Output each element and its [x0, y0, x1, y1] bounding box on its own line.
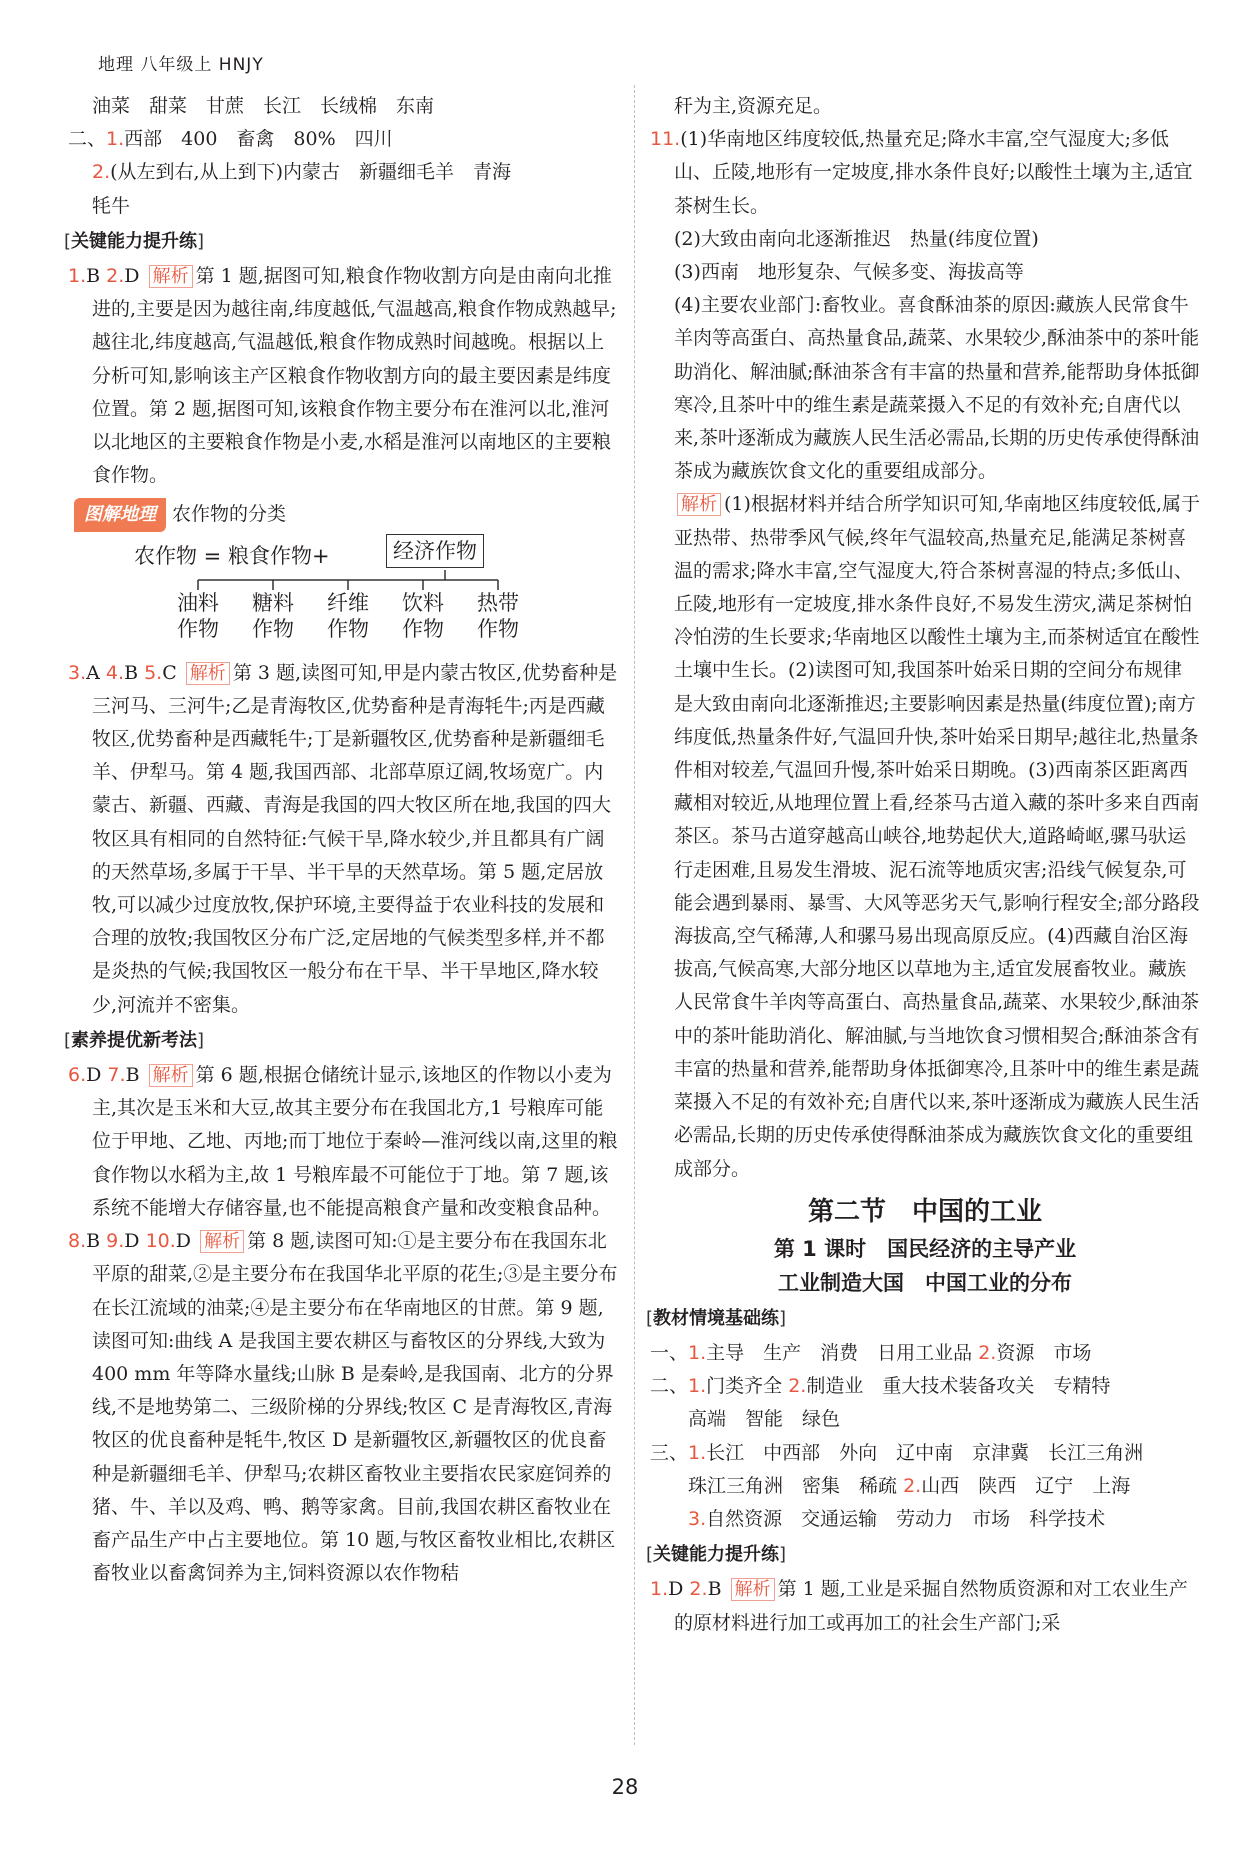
diagram-sub-item: [324, 590, 372, 642]
answer-line: 一、1.主导 生产 消费 日用工业品 2.资源 市场: [650, 1341, 1092, 1364]
answer-line: 油菜 甜菜 甘蔗 长江 长绒棉 东南: [92, 95, 435, 117]
diagram-sub-label: 作物: [402, 616, 444, 641]
diagram-sub-label: 油料: [177, 590, 219, 615]
answer-paragraph: (4)主要农业部门:畜牧业。喜食酥油茶的原因:藏族人民常食牛羊肉等高蛋白、高热量食品,蔬菜、水果较少,酥油茶中的茶叶能助消化、解油腻;酥油茶含有丰富的热量和营养,能帮助身体抵御寒冷,且茶叶中的维生素是蔬菜摄入不足的有效补充;自唐代以来,茶叶逐渐成为藏族人民生活必需品,长期的历史传承使得酥油茶成为藏族饮食文化的重要组成部分。: [674, 294, 1200, 483]
diagram-sub-label: 作物: [177, 616, 219, 641]
analysis-paragraph: 解析 (1)根据材料并结合所学知识可知,华南地区纬度较低,属于亚热带、热带季风气候,终年气温较高,热量充足,能满足茶树喜温的需求;降水丰富,空气湿度大,符合茶树喜湿的特点;多低山、丘陵,地形有一定坡度,排水条件良好,不易发生涝灾,满足茶树怕冷怕涝的生长要求;华南地区以酸性土壤为主,而茶树适宜在酸性土壤中生长。(2)读图可知,我国茶叶始采日期的空间分布规律是大致由南向北逐渐推迟;主要影响因素是热量(纬度位置);南方纬度低,热量条件好,气温回升快,茶叶始采日期早;越往北,热量条件相对较差,气温回升慢,茶叶始采日期晚。(3)西南茶区距离西藏相对较近,从地理位置上看,经茶马古道入藏的茶叶多来自西南茶区。茶马古道穿越高山峡谷,地势起伏大,道路崎岖,骡马驮运行走困难,且易发生滑坡、泥石流等地质灾害;沿线气候复杂,可能会遇到暴雨、暴雪、大风等恶劣天气,影响行程安全;部分路段海拔高,空气稀薄,人和骡马易出现高原反应。(4)西藏自治区海拔高,气候高寒,大部分地区以草地为主,适宜发展畜牧业。藏族人民常食牛羊肉等高蛋白、高热量食品,蔬菜、水果较少,酥油茶中的茶叶能助消化、解油腻,与当地饮食习惯相契合;酥油茶含有丰富的热量和营养,能帮助身体抵御寒冷,且茶叶中的维生素是蔬菜摄入不足的有效补充;自唐代以来,茶叶逐渐成为藏族人民生活必需品,长期的历史传承使得酥油茶成为藏族饮食文化的重要组成部分。: [674, 493, 1200, 1180]
diagram-sub-item: [474, 590, 522, 642]
answer-paragraph: 8.B 9.D 10.D 解析 第 8 题,读图可知:①是主要分布在我国东北平原的甜菜,②是主要分布在我国华北平原的花生;③是主要分布在长江流域的油菜;④是主要分布在华南地区的甘蔗。第 9 题,读图可知:曲线 A 是我国主要农耕区与畜牧区的分界线,大致为 400 mm 年等降水量线;山脉 B 是秦岭,是我国南、北方的分界线,不是地势第二、三级阶梯的分界线;牧区 C 是青海牧区,青海牧区的优良畜种是牦牛,牧区 D 是新疆牧区,新疆牧区的优良畜种是新疆细毛羊、伊犁马;农耕区畜牧业主要指农民家庭饲养的猪、牛、羊以及鸡、鸭、鹅等家禽。目前,我国农耕区畜牧业在畜产品生产中占主要地位。第 10 题,与牧区畜牧业相比,农耕区畜牧业以畜禽饲养为主,饲料资源以农作物秸: [68, 1230, 618, 1585]
section-heading: [关键能力提升练]: [646, 1544, 787, 1566]
left-column: [64, 90, 618, 1590]
jiexi-tag: 解析: [149, 1064, 193, 1087]
answer-paragraph: 1.B 2.D 解析 第 1 题,据图可知,粮食作物收割方向是由南向北推进的,主要是因为越往南,纬度越低,气温越高,粮食作物成熟越早;越往北,纬度越高,气温越低,粮食作物成熟时间越晚。根据以上分析可知,影响该主产区粮食作物收割方向的最主要因素是纬度位置。第 2 题,据图可知,该粮食作物主要分布在淮河以北,淮河以北地区的主要粮食作物是小麦,水稻是淮河以南地区的主要粮食作物。: [68, 265, 617, 487]
answer-line: (3)西南 地形复杂、气候多变、海拔高等: [674, 261, 1024, 284]
column-divider: [634, 85, 635, 1745]
jiexi-tag: 解析: [731, 1578, 775, 1601]
answer-line: 二、1.门类齐全 2.制造业 重大技术装备攻关 专精特: [650, 1375, 1111, 1398]
answer-paragraph: 6.D 7.B 解析 第 6 题,根据仓储统计显示,该地区的作物以小麦为主,其次是玉米和大豆,故其主要分布在我国北方,1 号粮库可能位于甲地、乙地、丙地;而丁地位于秦岭—淮河线以南,这里的粮食作物以水稻为主,故 1 号粮库最不可能位于丁地。第 7 题,该系统不能增大存储容量,也不能提高粮食产量和改变粮食品种。: [68, 1064, 618, 1219]
lesson-title: 第 1 课时 国民经济的主导产业: [773, 1236, 1077, 1261]
answer-line: 高端 智能 绿色: [688, 1408, 841, 1431]
answer-line: 秆为主,资源充足。: [674, 95, 833, 117]
diagram-sub-label: 作物: [327, 616, 369, 641]
lesson-subtitle: 工业制造大国 中国工业的分布: [778, 1270, 1072, 1295]
diagram-equation: 农作物 = 粮食作物+: [134, 543, 330, 568]
answer-line: 珠江三角洲 密集 稀疏 2.山西 陕西 辽宁 上海: [688, 1474, 1131, 1497]
running-header: 地理 八年级上 HNJY: [98, 55, 264, 75]
diagram-sub-label: 饮料: [402, 590, 444, 615]
jiexi-tag: 解析: [186, 662, 230, 685]
diagram-sub-item: [174, 590, 222, 642]
answer-line: 三、1.长江 中西部 外向 辽中南 京津冀 长江三角洲: [650, 1441, 1144, 1464]
diagram-box: 经济作物: [386, 534, 484, 568]
answer-line: 2.(从左到右,从上到下)内蒙古 新疆细毛羊 青海: [92, 161, 512, 184]
answer-line: 牦牛: [92, 194, 131, 217]
diagram-sub-label: 作物: [252, 616, 294, 641]
answer-line: (2)大致由南向北逐渐推迟 热量(纬度位置): [674, 227, 1039, 250]
answer-line: 3.自然资源 交通运输 劳动力 市场 科学技术: [688, 1507, 1106, 1530]
diagram-sub-label: 热带: [477, 590, 519, 615]
jiexi-tag: 解析: [149, 265, 193, 288]
answer-paragraph: 1.D 2.B 解析 第 1 题,工业是采掘自然物质资源和对工农业生产的原材料进行加工或再加工的社会生产部门;采: [650, 1578, 1188, 1634]
diagram-sub-item: [249, 590, 297, 642]
diagram-sub-label: 作物: [477, 616, 519, 641]
answer-paragraph: 3.A 4.B 5.C 解析 第 3 题,读图可知,甲是内蒙古牧区,优势畜种是三河马、三河牛;乙是青海牧区,优势畜种是青海牦牛;丙是西藏牧区,优势畜种是西藏牦牛;丁是新疆牧区,优势畜种是新疆细毛羊、伊犁马。第 4 题,我国西部、北部草原辽阔,牧场宽广。内蒙古、新疆、西藏、青海是我国的四大牧区所在地,我国的四大牧区具有相同的自然特征:气候干旱,降水较少,并且都具有广阔的天然草场,多属于干旱、半干旱的天然草场。第 5 题,定居放牧,可以减少过度放牧,保护环境,主要得益于农业科技的发展和合理的放牧;我国牧区分布广泛,定居地的气候类型多样,并不都是炎热的气候;我国牧区一般分布在干旱、半干旱地区,降水较少,河流并不密集。: [68, 661, 618, 1016]
diagram-sub-item: [399, 590, 447, 642]
section-heading: [关键能力提升练]: [64, 230, 205, 252]
tujie-heading: 图解地理 农作物的分类: [68, 498, 618, 531]
answer-line: 二、1.西部 400 畜禽 80% 四川: [68, 128, 393, 151]
jiexi-tag: 解析: [200, 1230, 244, 1253]
page-number: 28: [611, 1775, 639, 1799]
tujie-badge: 图解地理: [74, 498, 166, 531]
crop-classification-diagram: [98, 532, 618, 657]
answer-paragraph: 11.(1)华南地区纬度较低,热量充足;降水丰富,空气湿度大;多低山、丘陵,地形有一定坡度,排水条件良好;以酸性土壤为主,适宜茶树生长。: [650, 128, 1193, 217]
diagram-sub-label: 糖料: [252, 590, 294, 615]
diagram-sub-label: 纤维: [327, 590, 369, 615]
section-heading: [素养提优新考法]: [64, 1029, 205, 1051]
right-column: [646, 90, 1200, 1640]
section-title: 第二节 中国的工业: [807, 1196, 1042, 1227]
section-heading: [教材情境基础练]: [646, 1307, 787, 1329]
jiexi-tag: 解析: [677, 493, 721, 516]
